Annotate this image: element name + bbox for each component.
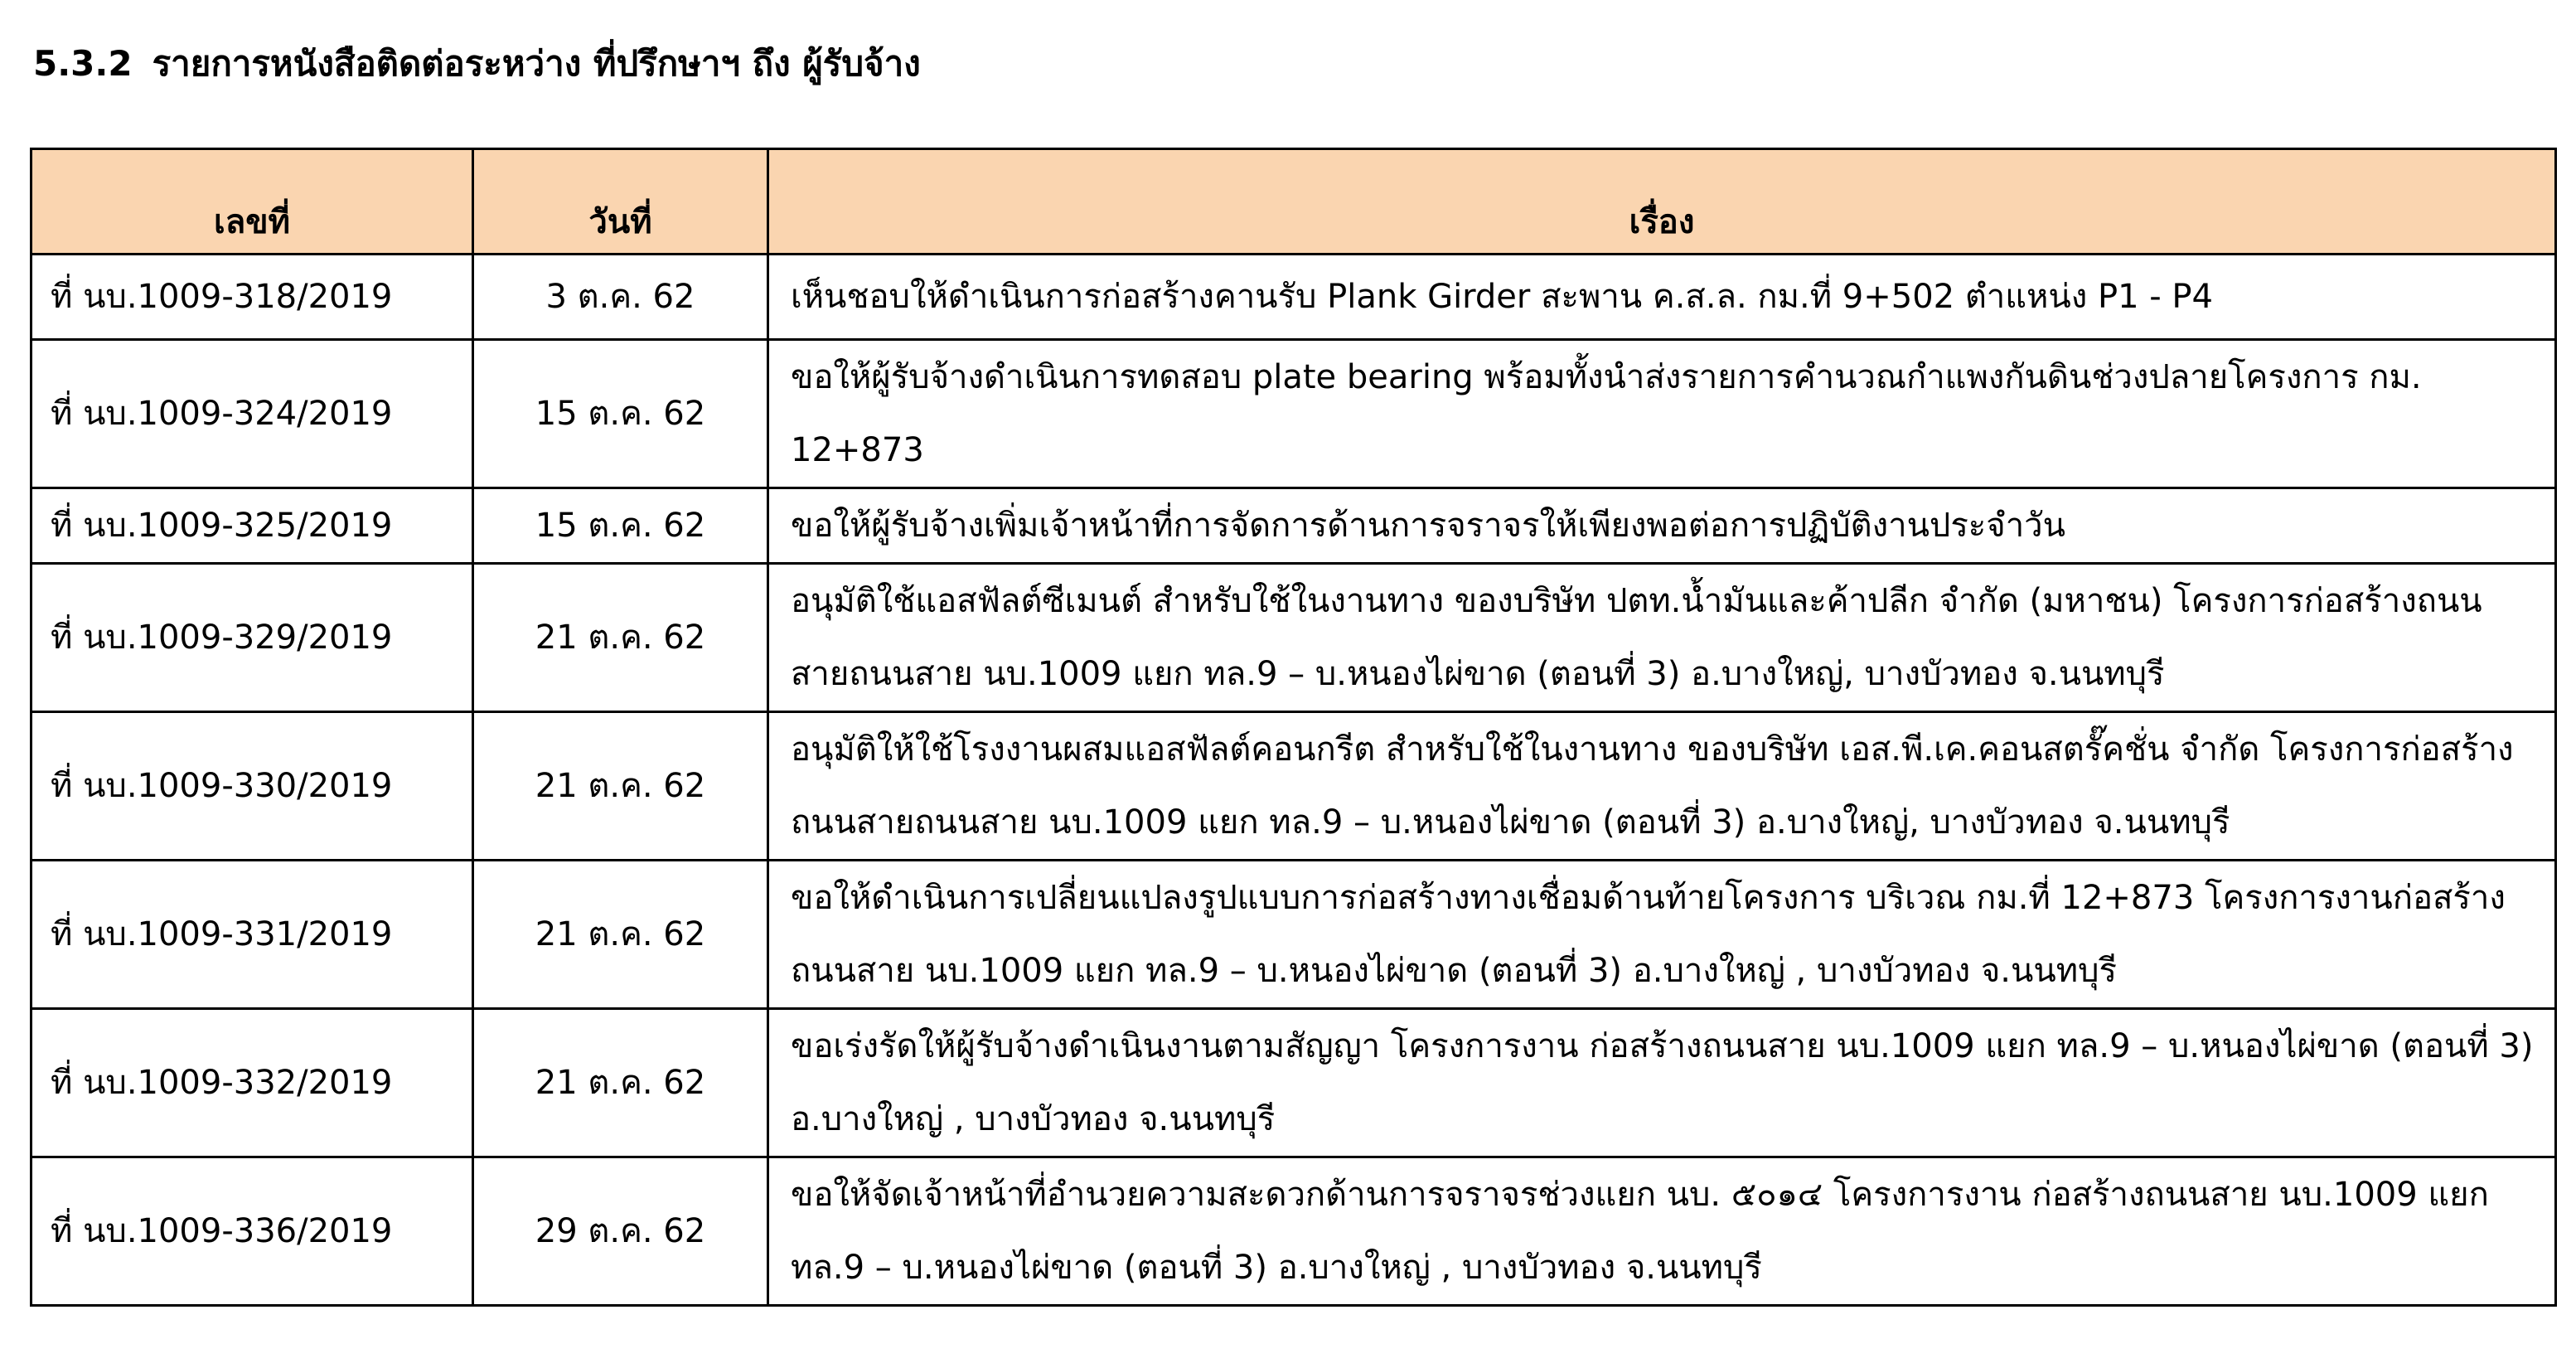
table-row	[31, 255, 2556, 340]
letter-date: 21 ต.ค. 62	[473, 564, 768, 712]
table-row	[31, 861, 2556, 1009]
letter-date: 29 ต.ค. 62	[473, 1157, 768, 1306]
letter-subject: อนุมัติใช้แอสฟัลต์ซีเมนต์ สำหรับใช้ในงานทาง ของบริษัท ปตท.น้ำมันและค้าปลีก จำกัด (มหาชน) โครงการก่อสร้างถนนสายถนนสาย นบ.1009 แยก ทล.9 – บ.หนองไผ่ขาด (ตอนที่ 3) อ.บางใหญ่, บางบัวทอง จ.นนทบุรี	[768, 564, 2556, 712]
letter-number: ที่ นบ.1009-318/2019	[31, 255, 473, 340]
letter-date: 21 ต.ค. 62	[473, 712, 768, 861]
header-subject: เรื่อง	[768, 149, 2556, 255]
letter-subject: ขอเร่งรัดให้ผู้รับจ้างดำเนินงานตามสัญญา โครงการงาน ก่อสร้างถนนสาย นบ.1009 แยก ทล.9 – บ.หนองไผ่ขาด (ตอนที่ 3) อ.บางใหญ่ , บางบัวทอง จ.นนทบุรี	[768, 1009, 2556, 1157]
letter-date: 3 ต.ค. 62	[473, 255, 768, 340]
letter-subject: ขอให้จัดเจ้าหน้าที่อำนวยความสะดวกด้านการจราจรช่วงแยก นบ. ๕๐๑๔ โครงการงาน ก่อสร้างถนนสาย นบ.1009 แยก ทล.9 – บ.หนองไผ่ขาด (ตอนที่ 3) อ.บางใหญ่ , บางบัวทอง จ.นนทบุรี	[768, 1157, 2556, 1306]
section-number: 5.3.2	[33, 43, 133, 84]
table-row	[31, 488, 2556, 564]
table-row	[31, 1009, 2556, 1157]
letter-date: 15 ต.ค. 62	[473, 488, 768, 564]
letter-number: ที่ นบ.1009-330/2019	[31, 712, 473, 861]
section-heading	[33, 35, 921, 93]
letter-date: 21 ต.ค. 62	[473, 861, 768, 1009]
table-row	[31, 564, 2556, 712]
letter-number: ที่ นบ.1009-329/2019	[31, 564, 473, 712]
letter-date: 15 ต.ค. 62	[473, 340, 768, 488]
letter-date: 21 ต.ค. 62	[473, 1009, 768, 1157]
header-number: เลขที่	[31, 149, 473, 255]
header-date: วันที่	[473, 149, 768, 255]
letter-number: ที่ นบ.1009-332/2019	[31, 1009, 473, 1157]
section-title: รายการหนังสือติดต่อระหว่าง ที่ปรึกษาฯ ถึง ผู้รับจ้าง	[152, 43, 921, 84]
letter-subject: ขอให้ดำเนินการเปลี่ยนแปลงรูปแบบการก่อสร้างทางเชื่อมด้านท้ายโครงการ บริเวณ กม.ที่ 12+873 โครงการงานก่อสร้างถนนสาย นบ.1009 แยก ทล.9 – บ.หนองไผ่ขาด (ตอนที่ 3) อ.บางใหญ่ , บางบัวทอง จ.นนทบุรี	[768, 861, 2556, 1009]
letter-subject: ขอให้ผู้รับจ้างดำเนินการทดสอบ plate bearing พร้อมทั้งนำส่งรายการคำนวณกำแพงกันดินช่วงปลายโครงการ กม. 12+873	[768, 340, 2556, 488]
table-header-row	[31, 149, 2556, 255]
letter-subject: ขอให้ผู้รับจ้างเพิ่มเจ้าหน้าที่การจัดการด้านการจราจรให้เพียงพอต่อการปฏิบัติงานประจำวัน	[768, 488, 2556, 564]
letter-number: ที่ นบ.1009-331/2019	[31, 861, 473, 1009]
letter-subject: เห็นชอบให้ดำเนินการก่อสร้างคานรับ Plank Girder สะพาน ค.ส.ล. กม.ที่ 9+502 ตำแหน่ง P1 - P4	[768, 255, 2556, 340]
letter-number: ที่ นบ.1009-325/2019	[31, 488, 473, 564]
letter-subject: อนุมัติให้ใช้โรงงานผสมแอสฟัลต์คอนกรีต สำหรับใช้ในงานทาง ของบริษัท เอส.พี.เค.คอนสตรั๊คชั่น จำกัด โครงการก่อสร้างถนนสายถนนสาย นบ.1009 แยก ทล.9 – บ.หนองไผ่ขาด (ตอนที่ 3) อ.บางใหญ่, บางบัวทอง จ.นนทบุรี	[768, 712, 2556, 861]
letter-number: ที่ นบ.1009-336/2019	[31, 1157, 473, 1306]
table-row	[31, 1157, 2556, 1306]
table-row	[31, 712, 2556, 861]
correspondence-table	[30, 148, 2557, 1307]
table-row	[31, 340, 2556, 488]
letter-number: ที่ นบ.1009-324/2019	[31, 340, 473, 488]
